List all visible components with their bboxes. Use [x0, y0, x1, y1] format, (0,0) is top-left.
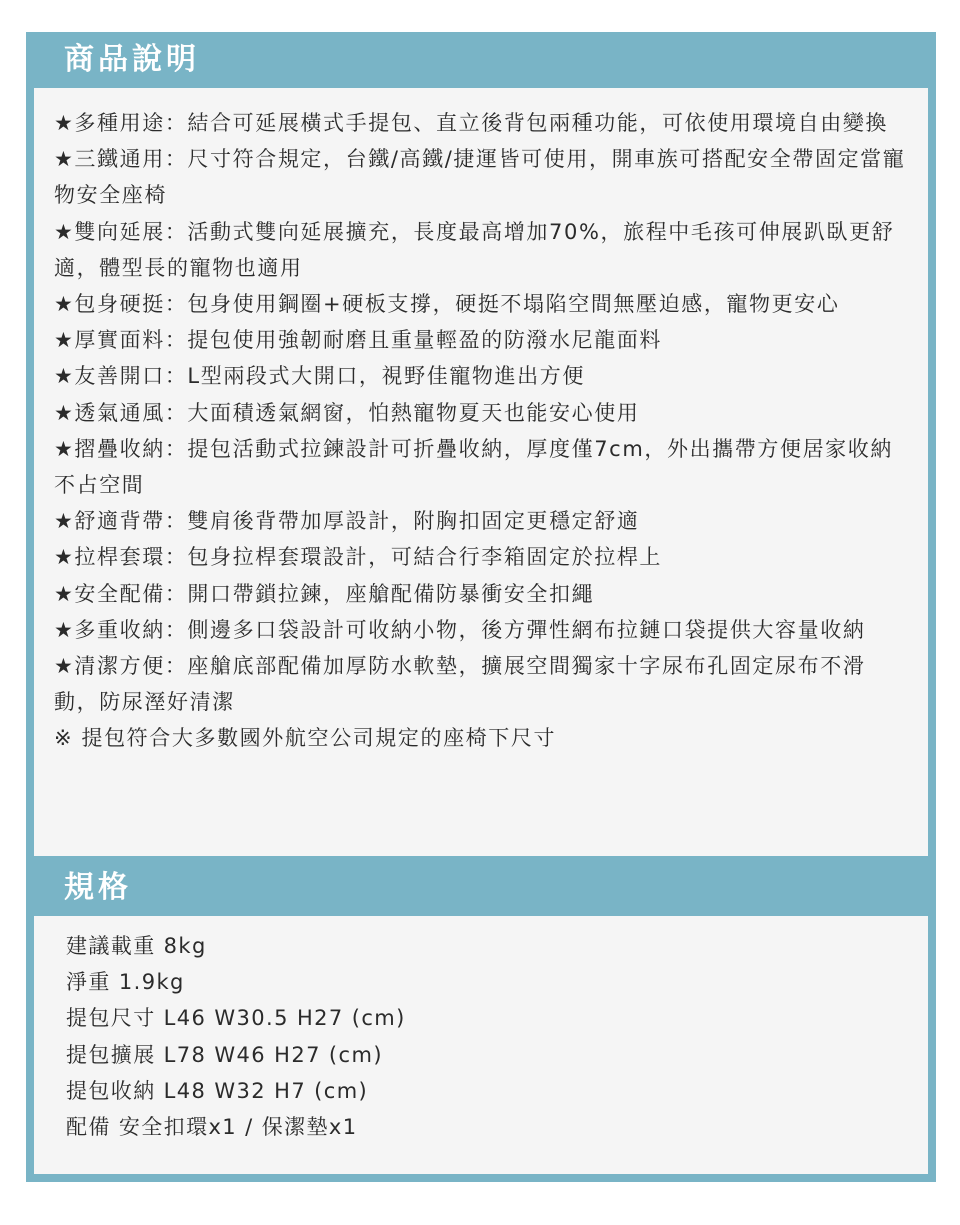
specs-panel	[34, 916, 928, 1174]
product-info-frame	[26, 32, 936, 1182]
feature-easy-clean: ★清潔方便：座艙底部配備加厚防水軟墊，擴展空間獨家十字尿布孔固定尿布不滑動，防尿溼好清潔	[54, 654, 866, 715]
spec-bag-size: 提包尺寸 L46 W30.5 H27 (cm)	[66, 1006, 406, 1031]
feature-ventilation: ★透氣通風：大面積透氣網窗，怕熱寵物夏天也能安心使用	[54, 400, 640, 425]
feature-safety: ★安全配備：開口帶鎖拉鍊，座艙配備防暴衝安全扣繩	[54, 581, 595, 606]
feature-rigid-structure: ★包身硬挺：包身使用鋼圈+硬板支撐，硬挺不塌陷空間無壓迫感，寵物更安心	[54, 292, 840, 317]
spec-expanded-size: 提包擴展 L78 W46 H27 (cm)	[66, 1042, 383, 1067]
spec-net-weight: 淨重 1.9kg	[66, 970, 185, 995]
feature-trolley-sleeve: ★拉桿套環：包身拉桿套環設計，可結合行李箱固定於拉桿上	[54, 545, 663, 570]
airline-note: ※ 提包符合大多數國外航空公司規定的座椅下尺寸	[54, 726, 557, 751]
feature-multi-use: ★多種用途：結合可延展橫式手提包、直立後背包兩種功能，可依使用環境自由變換	[54, 111, 889, 135]
feature-storage: ★多重收納：側邊多口袋設計可收納小物，後方彈性網布拉鏈口袋提供大容量收納	[54, 617, 866, 642]
feature-comfort-straps: ★舒適背帶：雙肩後背帶加厚設計，附胸扣固定更穩定舒適	[54, 509, 640, 534]
spec-accessories: 配備 安全扣環x1 / 保潔墊x1	[66, 1115, 358, 1140]
feature-transit-compatible: ★三鐵通用：尺寸符合規定，台鐵/高鐵/捷運皆可使用，開車族可搭配安全帶固定當寵物安全座椅	[54, 147, 906, 208]
description-list	[34, 88, 928, 757]
feature-expandable: ★雙向延展：活動式雙向延展擴充，長度最高增加70%，旅程中毛孩可伸展趴臥更舒適，體型長的寵物也適用	[54, 219, 895, 280]
description-panel	[34, 88, 928, 856]
specs-section-title: 規格	[64, 870, 132, 905]
spec-recommended-load: 建議載重 8kg	[66, 934, 207, 958]
feature-friendly-opening: ★友善開口：L型兩段式大開口，視野佳寵物進出方便	[54, 364, 585, 389]
specs-list	[34, 916, 928, 1145]
spec-folded-size: 提包收納 L48 W32 H7 (cm)	[66, 1078, 369, 1103]
feature-durable-fabric: ★厚實面料：提包使用強韌耐磨且重量輕盈的防潑水尼龍面料	[54, 328, 663, 353]
description-section-title: 商品說明	[64, 42, 200, 77]
feature-foldable: ★摺疊收納：提包活動式拉鍊設計可折疊收納，厚度僅7cm，外出攜帶方便居家收納不占空間	[54, 436, 893, 498]
